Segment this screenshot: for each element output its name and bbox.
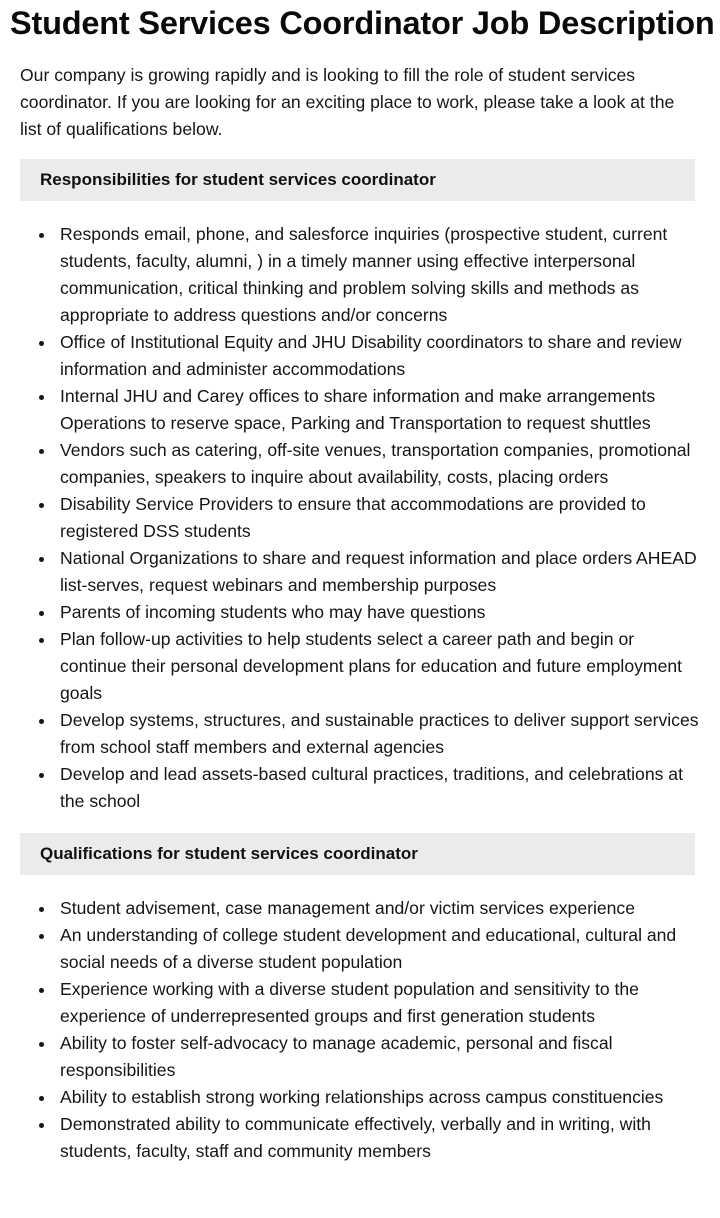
page-title: Student Services Coordinator Job Description <box>10 5 715 41</box>
list-item: Parents of incoming students who may have questions <box>60 599 700 626</box>
list-item: Responds email, phone, and salesforce inquiries (prospective student, current students, faculty, alumni, ) in a timely manner using effective interpersonal communication, critical thinking and problem solving skills and methods as appropriate to address questions and/or concerns <box>60 221 700 329</box>
responsibilities-heading: Responsibilities for student services coordinator <box>40 170 436 189</box>
qualifications-heading: Qualifications for student services coordinator <box>40 844 418 863</box>
responsibilities-section-header <box>20 159 695 201</box>
list-item: Ability to foster self-advocacy to manage academic, personal and fiscal responsibilities <box>60 1030 700 1084</box>
list-item: National Organizations to share and request information and place orders AHEAD list-serves, request webinars and membership purposes <box>60 545 700 599</box>
list-item: Vendors such as catering, off-site venues, transportation companies, promotional companies, speakers to inquire about availability, costs, placing orders <box>60 437 700 491</box>
list-item: Experience working with a diverse student population and sensitivity to the experience of underrepresented groups and first generation students <box>60 976 700 1030</box>
list-item: An understanding of college student development and educational, cultural and social needs of a diverse student population <box>60 922 700 976</box>
list-item: Plan follow-up activities to help students select a career path and begin or continue their personal development plans for education and future employment goals <box>60 626 700 707</box>
responsibilities-list <box>20 221 700 815</box>
list-item: Ability to establish strong working relationships across campus constituencies <box>60 1084 700 1111</box>
list-item: Develop systems, structures, and sustainable practices to deliver support services from school staff members and external agencies <box>60 707 700 761</box>
list-item: Student advisement, case management and/or victim services experience <box>60 895 700 922</box>
list-item: Disability Service Providers to ensure that accommodations are provided to registered DSS students <box>60 491 700 545</box>
list-item: Develop and lead assets-based cultural practices, traditions, and celebrations at the school <box>60 761 700 815</box>
intro-paragraph: Our company is growing rapidly and is looking to fill the role of student services coordinator. If you are looking for an exciting place to work, please take a look at the list of qualifications below. <box>20 65 675 139</box>
list-item: Office of Institutional Equity and JHU Disability coordinators to share and review information and administer accommodations <box>60 329 700 383</box>
list-item: Internal JHU and Carey offices to share information and make arrangements Operations to reserve space, Parking and Transportation to request shuttles <box>60 383 700 437</box>
qualifications-list <box>20 895 700 1165</box>
list-item: Demonstrated ability to communicate effectively, verbally and in writing, with students, faculty, staff and community members <box>60 1111 700 1165</box>
qualifications-section-header <box>20 833 695 875</box>
